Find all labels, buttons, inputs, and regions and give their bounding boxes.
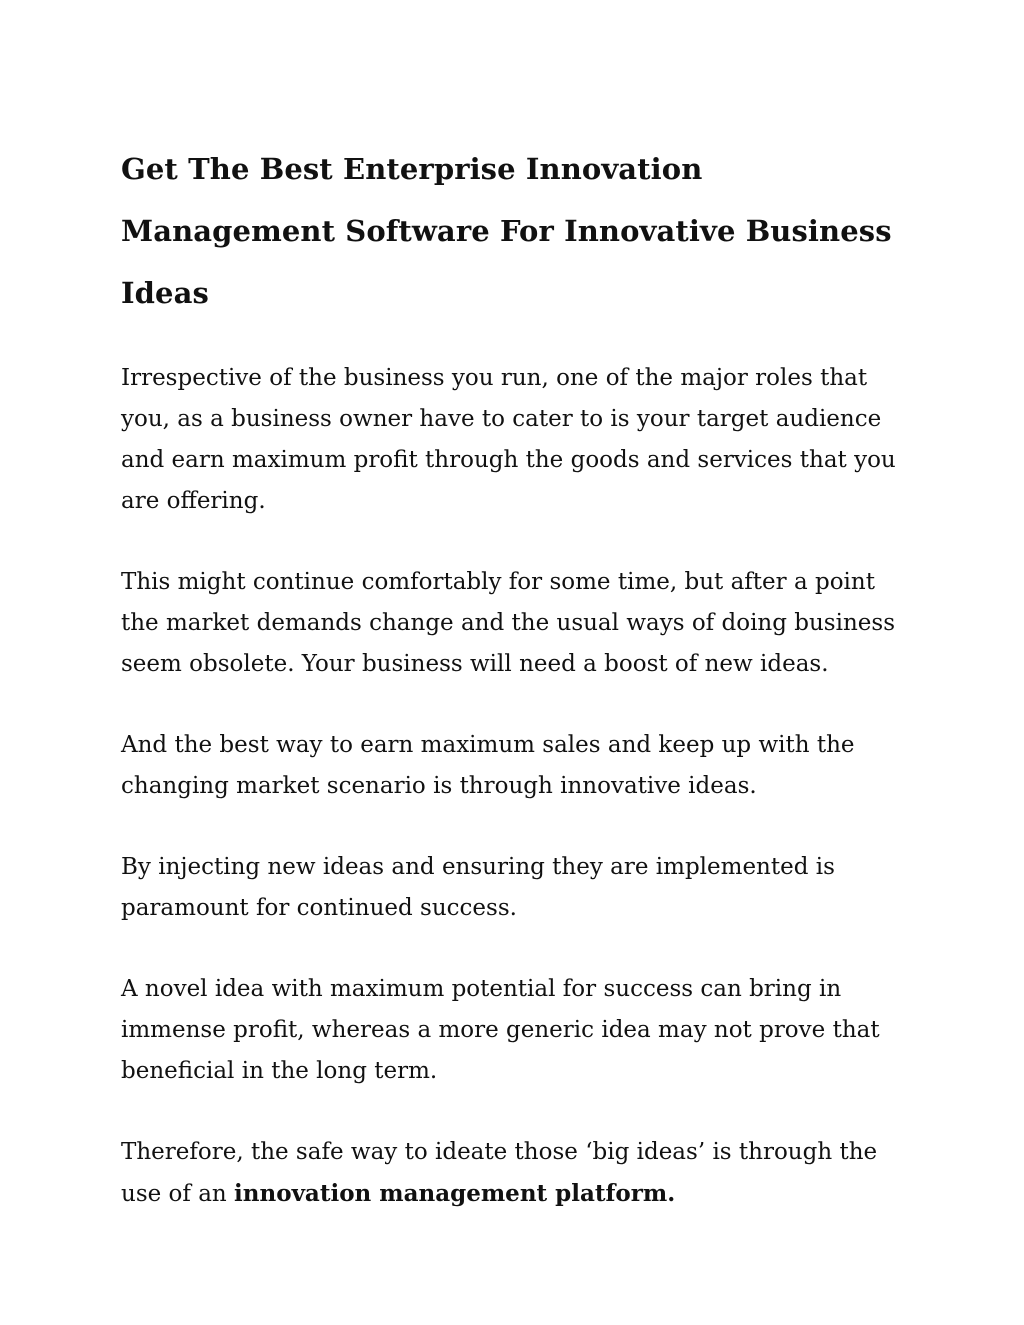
paragraph-injecting-ideas: By injecting new ideas and ensuring they are implemented is paramount for continued success. <box>121 854 835 921</box>
document-title: Get The Best Enterprise Innovation Management Software For Innovative Business Ideas <box>121 152 892 310</box>
document-page <box>121 138 911 1255</box>
paragraph-innovative-ideas: And the best way to earn maximum sales and keep up with the changing market scenario is through innovative ideas. <box>121 732 855 799</box>
paragraph-conclusion <box>121 1132 911 1215</box>
platform-emphasis: innovation management platform. <box>234 1180 676 1207</box>
conclusion-text: Therefore, the safe way to ideate those ‘big ideas’ is through the use of an <box>121 1139 878 1207</box>
paragraph-business-roles: Irrespective of the business you run, one of the major roles that you, as a business owner have to cater to is your target audience and earn maximum profit through the goods and services that you are offering. <box>121 365 896 514</box>
paragraph-novel-idea: A novel idea with maximum potential for success can bring in immense profit, whereas a more generic idea may not prove that beneficial in the long term. <box>121 976 880 1084</box>
paragraph-market-change: This might continue comfortably for some time, but after a point the market demands change and the usual ways of doing business seem obsolete. Your business will need a boost of new ideas. <box>121 569 895 677</box>
